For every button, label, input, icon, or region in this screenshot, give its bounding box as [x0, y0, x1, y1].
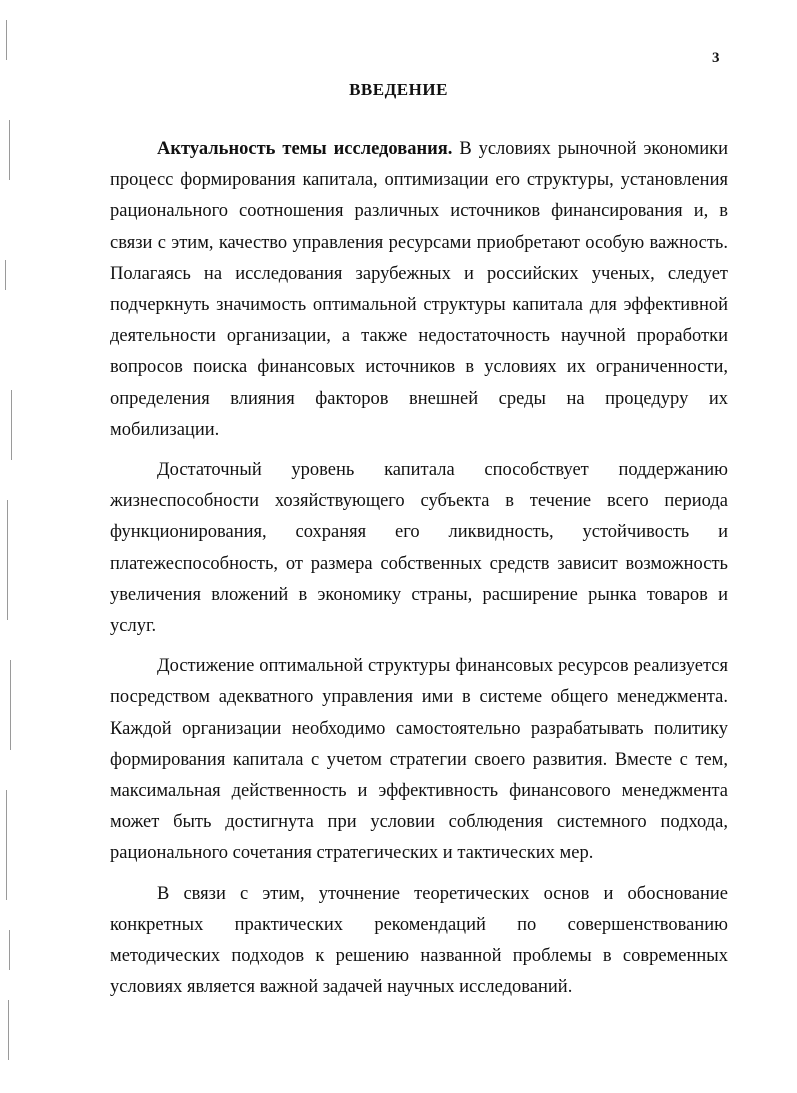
document-body — [110, 134, 728, 1012]
paragraph-text-relevance: В условиях рыночной экономики процесс формирования капитала, оптимизации его структуры, установления рационального соотношения различных источников финансирования и, в связи с этим, качество управления ресурсами приобретают особую важность. Полагаясь на исследования зарубежных и российских ученых, следует подчеркнуть значимость оптимальной структуры капитала для эффективной деятельности организации, а также недостаточность научной проработки вопросов поиска финансовых источников в условиях их ограниченности, определения влияния факторов внешней среды на процедуру их мобилизации. — [110, 139, 728, 440]
paragraph-relevance — [110, 134, 728, 446]
page-number: 3 — [712, 50, 720, 66]
paragraph-lead-relevance: Актуальность темы исследования. — [157, 139, 453, 159]
paragraph-optimal-structure: Достижение оптимальной структуры финансовых ресурсов реализуется посредством адекватного управления ими в системе общего менеджмента. Каждой организации необходимо самостоятельно разрабатывать политику формирования капитала с учетом стратегии своего развития. Вместе с тем, максимальная действенность и эффективность финансового менеджмента может быть достигнута при условии соблюдения системного подхода, рационального сочетания стратегических и тактических мер. — [110, 656, 728, 864]
scan-margin-artifacts — [0, 0, 28, 1093]
paragraph-capital-level: Достаточный уровень капитала способствует поддержанию жизнеспособности хозяйствующего субъекта в течение всего периода функционирования, сохраняя его ликвидность, устойчивость и платежеспособность, от размера собственных средств зависит возможность увеличения вложений в экономику страны, расширение рынка товаров и услуг. — [110, 460, 728, 637]
paragraph-conclusion: В связи с этим, уточнение теоретических основ и обоснование конкретных практических рекомендаций по совершенствованию методических подходов к решению названной проблемы в современных условиях является важной задачей научных исследований. — [110, 883, 728, 998]
section-heading: ВВЕДЕНИЕ — [349, 80, 448, 99]
